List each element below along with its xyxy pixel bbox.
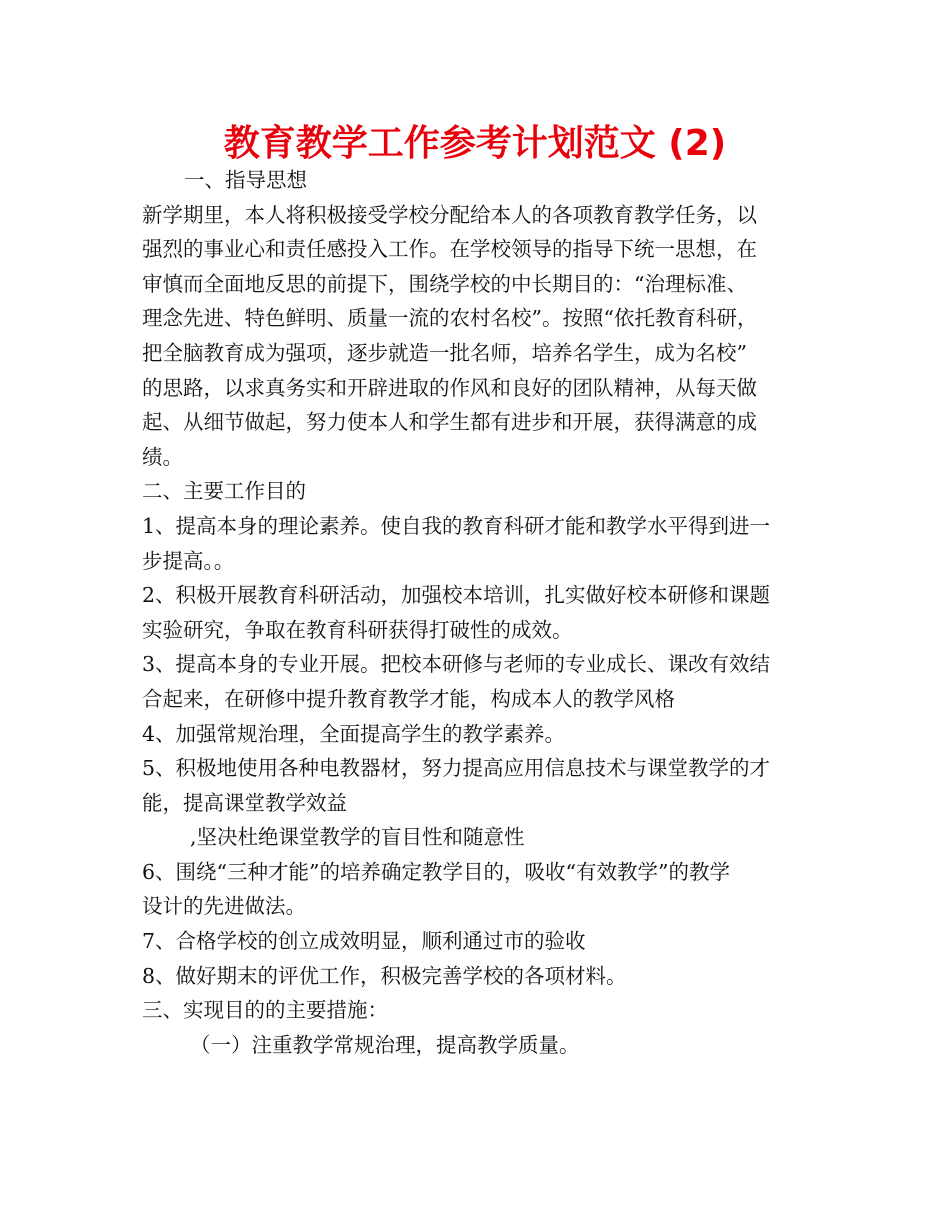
list-item-line: 1、提高本身的理论素养。使自我的教育科研才能和教学水平得到进一: [142, 513, 771, 538]
list-item-line: 8、做好期末的评优工作，积极完善学校的各项材料。: [142, 963, 627, 988]
list-item-line: 合起来，在研修中提升教育教学才能，构成本人的教学风格: [142, 686, 675, 711]
list-item-line: 5、积极地使用各种电教器材，努力提高应用信息技术与课堂教学的才: [142, 756, 771, 781]
section-heading-measures: 三、实现目的的主要措施：: [142, 998, 388, 1023]
section-heading-main-goals: 二、主要工作目的: [142, 479, 306, 504]
paragraph-line: 绩。: [142, 444, 183, 469]
paragraph-line: 强烈的事业心和责任感投入工作。在学校领导的指导下统一思想，在: [142, 237, 757, 262]
paragraph-line: 把全脑教育成为强项，逐步就造一批名师，培养名学生，成为名校”: [142, 340, 747, 365]
list-item-line: 6、围绕“三种才能”的培养确定教学目的，吸收“有效教学”的教学: [142, 859, 730, 884]
section-heading-guiding-thought: 一、指导思想: [184, 168, 307, 192]
paragraph-line: 理念先进、特色鲜明、质量一流的农村名校”。按照“依托教育科研，: [142, 306, 758, 331]
paragraph-line: 的思路，以求真务实和开辟进取的作风和良好的团队精神，从每天做: [142, 375, 757, 400]
subsection-heading: （一）注重教学常规治理，提高教学质量。: [190, 1032, 580, 1057]
list-item-line: 步提高。。: [142, 548, 235, 573]
list-item-line: ,坚决杜绝课堂教学的盲目性和随意性: [190, 825, 525, 850]
list-item-line: 设计的先进做法。: [142, 894, 306, 919]
page-title: 教育教学工作参考计划范文 (2): [223, 123, 727, 164]
list-item-line: 实验研究，争取在教育科研获得打破性的成效。: [142, 617, 573, 642]
list-item-line: 能，提高课堂教学效益: [142, 790, 347, 815]
document-body: [142, 163, 832, 1062]
paragraph-line: 审慎而全面地反思的前提下，围绕学校的中长期目的：“治理标准、: [142, 271, 747, 296]
paragraph-line: 新学期里，本人将积极接受学校分配给本人的各项教育教学任务，以: [142, 202, 757, 227]
list-item-line: 4、加强常规治理，全面提高学生的教学素养。: [142, 721, 566, 746]
paragraph-line: 起、从细节做起，努力使本人和学生都有进步和开展，获得满意的成: [142, 410, 757, 435]
list-item-line: 7、合格学校的创立成效明显，顺利通过市的验收: [142, 929, 586, 954]
list-item-line: 3、提高本身的专业开展。把校本研修与老师的专业成长、课改有效结: [142, 652, 771, 677]
list-item-line: 2、积极开展教育科研活动，加强校本培训，扎实做好校本研修和课题: [142, 583, 771, 608]
